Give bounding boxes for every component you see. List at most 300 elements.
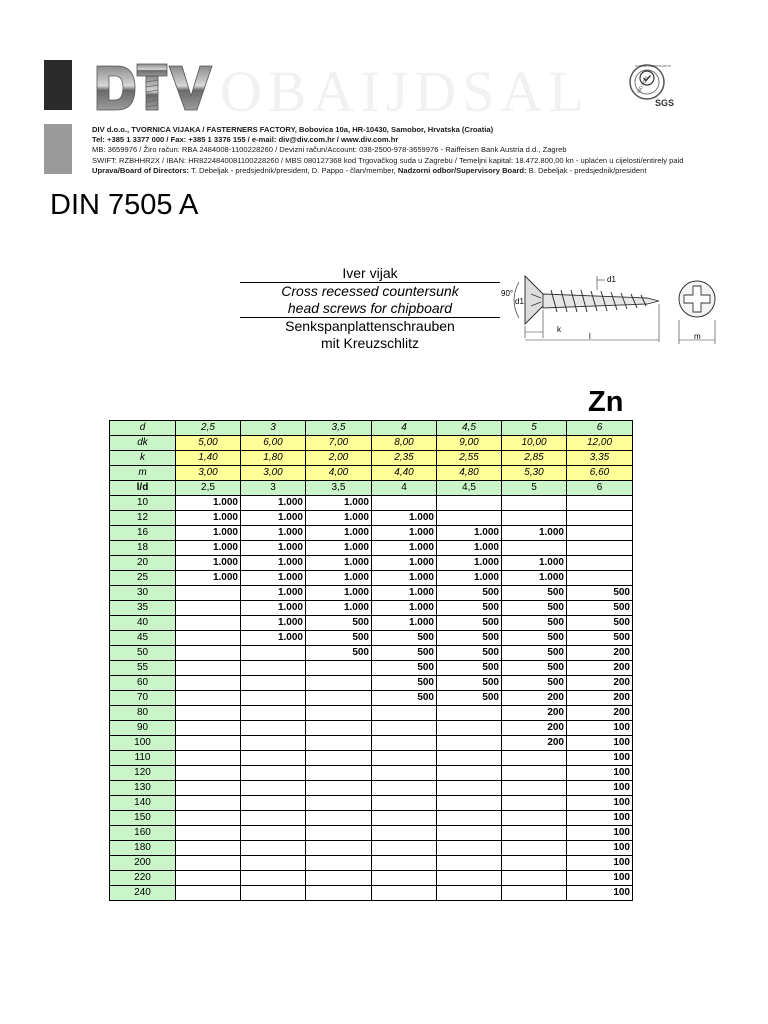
length-cell: 16 (110, 526, 176, 541)
quantity-cell (372, 706, 437, 721)
param-row-d (110, 421, 633, 436)
quantity-cell: 200 (502, 721, 567, 736)
table-body (110, 421, 633, 901)
head-height-label: k (557, 325, 561, 334)
quantity-cell: 200 (567, 646, 633, 661)
quantity-cell (176, 811, 241, 826)
quantity-cell (502, 886, 567, 901)
table-row (110, 751, 633, 766)
quantity-cell (437, 706, 502, 721)
description-hr: Iver vijak (342, 265, 398, 281)
table-row (110, 871, 633, 886)
document-title: DIN 7505 A (50, 189, 199, 221)
param-value: 6,00 (241, 436, 306, 451)
quantity-cell (502, 781, 567, 796)
header-label: l/d (110, 481, 176, 496)
quantity-cell: 100 (567, 841, 633, 856)
quantity-cell: 1.000 (372, 571, 437, 586)
quantity-cell (241, 721, 306, 736)
param-value: 12,00 (567, 436, 633, 451)
quantity-cell: 500 (567, 631, 633, 646)
company-contact: Tel: +385 1 3377 000 / Fax: +385 1 3376 155 / e-mail: div@div.com.hr / www.div.com.hr (92, 135, 399, 145)
quantity-cell: 1.000 (502, 556, 567, 571)
angle-label: 90° (501, 289, 514, 298)
quantity-cell: 500 (372, 676, 437, 691)
quantity-cell (502, 796, 567, 811)
param-row-dk (110, 436, 633, 451)
quantity-cell (372, 781, 437, 796)
quantity-cell: 500 (437, 646, 502, 661)
quantity-cell (241, 736, 306, 751)
quantity-cell: 1.000 (241, 631, 306, 646)
quantity-cell: 1.000 (176, 541, 241, 556)
quantity-cell (306, 736, 372, 751)
quantity-cell (241, 706, 306, 721)
quantity-cell: 100 (567, 751, 633, 766)
param-value: 5 (502, 421, 567, 436)
quantity-cell: 1.000 (437, 556, 502, 571)
param-label: dk (110, 436, 176, 451)
table-row (110, 646, 633, 661)
table-row (110, 676, 633, 691)
quantity-cell (502, 496, 567, 511)
quantity-cell: 1.000 (306, 496, 372, 511)
param-value: 4 (372, 421, 437, 436)
quantity-cell (241, 781, 306, 796)
letterhead-watermark: OBAIJDSAL (220, 59, 590, 124)
quantity-cell (176, 736, 241, 751)
quantity-cell: 1.000 (241, 586, 306, 601)
quantity-cell (306, 811, 372, 826)
length-cell: 140 (110, 796, 176, 811)
table-row (110, 616, 633, 631)
recess-size-label: m (694, 332, 701, 341)
quantity-cell: 1.000 (372, 616, 437, 631)
quantity-cell: 500 (502, 646, 567, 661)
quantity-cell: 1.000 (176, 511, 241, 526)
quantity-cell: 500 (437, 691, 502, 706)
quantity-cell (176, 646, 241, 661)
quantity-cell (306, 826, 372, 841)
quantity-cell (567, 526, 633, 541)
quantity-cell (372, 751, 437, 766)
letterhead-bar-grey (44, 124, 72, 174)
quantity-cell (241, 856, 306, 871)
quantity-cell (437, 751, 502, 766)
quantity-cell: 1.000 (372, 556, 437, 571)
quantity-cell: 200 (502, 736, 567, 751)
quantity-cell: 1.000 (306, 526, 372, 541)
quantity-cell (567, 556, 633, 571)
table-row (110, 841, 633, 856)
param-value: 1,40 (176, 451, 241, 466)
head-diameter-label: d1 (515, 297, 524, 306)
length-cell: 30 (110, 586, 176, 601)
quantity-cell (176, 826, 241, 841)
quantity-cell (567, 571, 633, 586)
quantity-cell: 500 (372, 631, 437, 646)
param-value: 1,80 (241, 451, 306, 466)
quantity-cell: 1.000 (176, 556, 241, 571)
param-value: 4,00 (306, 466, 372, 481)
quantity-cell: 1.000 (437, 526, 502, 541)
quantity-cell: 200 (502, 706, 567, 721)
length-cell: 50 (110, 646, 176, 661)
length-cell: 110 (110, 751, 176, 766)
company-details (92, 125, 684, 176)
param-value: 3,00 (176, 466, 241, 481)
length-cell: 10 (110, 496, 176, 511)
quantity-cell (502, 841, 567, 856)
length-diameter-header (110, 481, 633, 496)
quantity-cell: 500 (502, 676, 567, 691)
thread-diameter-label: d1 (607, 275, 616, 284)
quantity-cell (567, 541, 633, 556)
quantity-cell (567, 511, 633, 526)
header-diameter: 6 (567, 481, 633, 496)
quantity-cell: 500 (502, 616, 567, 631)
table-row (110, 691, 633, 706)
length-label: l (589, 332, 591, 341)
quantity-cell (372, 796, 437, 811)
quantity-cell: 500 (567, 586, 633, 601)
quantity-cell (176, 706, 241, 721)
quantity-cell (372, 736, 437, 751)
table-row (110, 586, 633, 601)
table-row (110, 706, 633, 721)
param-value: 6 (567, 421, 633, 436)
quantity-cell: 200 (502, 691, 567, 706)
quantity-cell: 100 (567, 796, 633, 811)
quantity-cell (372, 766, 437, 781)
quantity-cell (372, 856, 437, 871)
quantity-cell (306, 706, 372, 721)
param-row-m (110, 466, 633, 481)
quantity-cell: 500 (437, 631, 502, 646)
header-diameter: 3,5 (306, 481, 372, 496)
param-value: 2,5 (176, 421, 241, 436)
quantity-cell: 1.000 (241, 526, 306, 541)
quantity-cell: 1.000 (306, 571, 372, 586)
length-cell: 60 (110, 676, 176, 691)
quantity-cell: 200 (567, 661, 633, 676)
quantity-cell (502, 541, 567, 556)
quantity-cell: 500 (502, 631, 567, 646)
table-row (110, 721, 633, 736)
quantity-cell: 200 (567, 691, 633, 706)
length-cell: 25 (110, 571, 176, 586)
table-row (110, 526, 633, 541)
length-cell: 150 (110, 811, 176, 826)
header-diameter: 4 (372, 481, 437, 496)
table-row (110, 601, 633, 616)
surface-finish: Zn (588, 386, 624, 418)
length-cell: 18 (110, 541, 176, 556)
description-en-2: head screws for chipboard (287, 300, 453, 316)
quantity-cell: 500 (437, 661, 502, 676)
quantity-cell (437, 721, 502, 736)
quantity-cell (567, 496, 633, 511)
quantity-cell (372, 811, 437, 826)
quantity-cell (437, 766, 502, 781)
table-row (110, 766, 633, 781)
quantity-cell (306, 796, 372, 811)
quantity-cell (176, 721, 241, 736)
sgs-label: SGS (655, 98, 675, 108)
length-cell: 200 (110, 856, 176, 871)
quantity-cell (372, 871, 437, 886)
header-diameter: 4,5 (437, 481, 502, 496)
param-value: 3,35 (567, 451, 633, 466)
quantity-cell (176, 586, 241, 601)
table-row (110, 811, 633, 826)
quantity-cell: 1.000 (176, 496, 241, 511)
quantity-cell: 1.000 (372, 511, 437, 526)
quantity-cell: 1.000 (372, 541, 437, 556)
table-row (110, 736, 633, 751)
quantity-cell (372, 721, 437, 736)
quantity-cell (241, 766, 306, 781)
quantity-cell: 1.000 (437, 541, 502, 556)
quantity-cell: 500 (372, 646, 437, 661)
quantity-cell (241, 661, 306, 676)
quantity-cell (176, 841, 241, 856)
table-row (110, 571, 633, 586)
param-label: d (110, 421, 176, 436)
quantity-cell (306, 841, 372, 856)
quantity-cell: 500 (306, 646, 372, 661)
quantity-cell: 500 (306, 631, 372, 646)
product-description (240, 265, 500, 352)
quantity-cell: 1.000 (241, 571, 306, 586)
quantity-cell: 1.000 (241, 556, 306, 571)
table-row (110, 886, 633, 901)
quantity-cell (241, 751, 306, 766)
quantity-cell: 500 (306, 616, 372, 631)
quantity-cell (437, 736, 502, 751)
quantity-cell (306, 886, 372, 901)
quantity-cell (306, 676, 372, 691)
quantity-cell (176, 871, 241, 886)
param-value: 7,00 (306, 436, 372, 451)
quantity-cell: 500 (437, 601, 502, 616)
quantity-cell: 1.000 (372, 601, 437, 616)
supervisory-label: Nadzorni odbor/Supervisory Board: (397, 165, 527, 175)
board-label: Uprava/Board of Directors: (92, 165, 190, 175)
quantity-cell (176, 751, 241, 766)
length-cell: 12 (110, 511, 176, 526)
param-value: 8,00 (372, 436, 437, 451)
quantity-cell: 1.000 (176, 526, 241, 541)
screw-drawing (497, 268, 727, 346)
table-row (110, 556, 633, 571)
table-row (110, 856, 633, 871)
table-row (110, 631, 633, 646)
quantity-cell: 1.000 (241, 496, 306, 511)
quantity-cell (176, 886, 241, 901)
quantity-cell (437, 496, 502, 511)
table-row (110, 826, 633, 841)
quantity-cell: 1.000 (306, 511, 372, 526)
length-cell: 70 (110, 691, 176, 706)
quantity-cell (306, 781, 372, 796)
iso-label: ISO 9001 (635, 75, 650, 95)
quantity-cell: 1.000 (437, 571, 502, 586)
length-cell: 120 (110, 766, 176, 781)
quantity-cell: 500 (372, 661, 437, 676)
quantity-cell (502, 856, 567, 871)
param-value: 4,5 (437, 421, 502, 436)
quantity-cell: 500 (502, 601, 567, 616)
quantity-cell (241, 871, 306, 886)
logo-text: DTV (95, 58, 97, 59)
quantity-cell: 1.000 (306, 556, 372, 571)
quantity-cell: 1.000 (306, 586, 372, 601)
quantity-cell (372, 826, 437, 841)
quantity-cell: 1.000 (241, 601, 306, 616)
quantity-cell (176, 601, 241, 616)
length-cell: 160 (110, 826, 176, 841)
param-row-k (110, 451, 633, 466)
description-en-1: Cross recessed countersunk (281, 283, 459, 299)
quantity-cell: 1.000 (372, 586, 437, 601)
table-row (110, 496, 633, 511)
supervisory-text: B. Debeljak - predsjednik/president (526, 165, 647, 175)
dimension-quantity-table (109, 420, 633, 901)
table-row (110, 541, 633, 556)
quantity-cell: 100 (567, 856, 633, 871)
quantity-cell (437, 856, 502, 871)
company-logo (95, 58, 213, 118)
length-cell: 100 (110, 736, 176, 751)
quantity-cell: 100 (567, 871, 633, 886)
quantity-cell (241, 826, 306, 841)
length-cell: 40 (110, 616, 176, 631)
quantity-cell (372, 841, 437, 856)
quantity-cell: 100 (567, 721, 633, 736)
quantity-cell (241, 841, 306, 856)
quantity-cell: 1.000 (502, 571, 567, 586)
quantity-cell (437, 811, 502, 826)
param-value: 2,85 (502, 451, 567, 466)
letterhead-bar-dark (44, 60, 72, 110)
quantity-cell: 1.000 (241, 616, 306, 631)
param-value: 2,35 (372, 451, 437, 466)
quantity-cell: 1.000 (241, 541, 306, 556)
quantity-cell (502, 826, 567, 841)
quantity-cell: 1.000 (176, 571, 241, 586)
param-value: 2,00 (306, 451, 372, 466)
quantity-cell (241, 796, 306, 811)
table-row (110, 511, 633, 526)
quantity-cell (306, 856, 372, 871)
param-value: 5,30 (502, 466, 567, 481)
quantity-cell: 500 (502, 586, 567, 601)
length-cell: 90 (110, 721, 176, 736)
company-registry: SWIFT: RZBHHR2X / IBAN: HR8224840081100228260 / MBS 080127368 kod Trgovačkog suda u Zagrebu / Temeljni kapital: 18.472.800,00 kn - uplaćen u cijelosti/entirely paid (92, 155, 684, 165)
quantity-cell (176, 781, 241, 796)
length-cell: 80 (110, 706, 176, 721)
param-value: 6,60 (567, 466, 633, 481)
company-address: DIV d.o.o., TVORNICA VIJAKA / FASTERNERS FACTORY, Bobovica 10a, HR-10430, Samobor, Hrvatska (Croatia) (92, 125, 494, 134)
quantity-cell (176, 676, 241, 691)
quantity-cell: 100 (567, 766, 633, 781)
description-de-2: mit Kreuzschlitz (320, 335, 420, 351)
quantity-cell (437, 886, 502, 901)
quantity-cell: 100 (567, 736, 633, 751)
quantity-cell (306, 766, 372, 781)
quantity-cell: 1.000 (372, 526, 437, 541)
param-value: 10,00 (502, 436, 567, 451)
quantity-cell: 1.000 (306, 541, 372, 556)
length-cell: 220 (110, 871, 176, 886)
param-value: 9,00 (437, 436, 502, 451)
quantity-cell (502, 511, 567, 526)
length-cell: 20 (110, 556, 176, 571)
quantity-cell (502, 766, 567, 781)
param-value: 3 (241, 421, 306, 436)
quantity-cell (306, 751, 372, 766)
quantity-cell (241, 676, 306, 691)
quantity-cell (306, 661, 372, 676)
quantity-cell: 500 (372, 691, 437, 706)
quantity-cell (437, 781, 502, 796)
param-value: 5,00 (176, 436, 241, 451)
quantity-cell (306, 691, 372, 706)
quantity-cell (437, 871, 502, 886)
param-value: 4,40 (372, 466, 437, 481)
param-value: 3,00 (241, 466, 306, 481)
length-cell: 180 (110, 841, 176, 856)
quantity-cell (502, 871, 567, 886)
quantity-cell (437, 841, 502, 856)
quantity-cell: 100 (567, 811, 633, 826)
quantity-cell (241, 646, 306, 661)
quantity-cell (176, 616, 241, 631)
param-value: 3,5 (306, 421, 372, 436)
quantity-cell: 500 (567, 616, 633, 631)
quantity-cell (176, 631, 241, 646)
quantity-cell: 500 (502, 661, 567, 676)
quantity-cell: 1.000 (241, 511, 306, 526)
quantity-cell: 100 (567, 886, 633, 901)
quantity-cell: 1.000 (306, 601, 372, 616)
param-label: k (110, 451, 176, 466)
table-row (110, 796, 633, 811)
quantity-cell: 200 (567, 676, 633, 691)
company-board (92, 166, 684, 176)
board-text: T. Debeljak - predsjednik/president, D. Pappo - član/member, (189, 165, 398, 175)
header-diameter: 5 (502, 481, 567, 496)
quantity-cell (241, 886, 306, 901)
quantity-cell (437, 826, 502, 841)
quantity-cell (437, 796, 502, 811)
description-de-1: Senkspanplattenschrauben (285, 318, 455, 334)
quantity-cell: 100 (567, 826, 633, 841)
quantity-cell (502, 811, 567, 826)
quantity-cell: 500 (437, 676, 502, 691)
param-label: m (110, 466, 176, 481)
header-diameter: 3 (241, 481, 306, 496)
length-cell: 45 (110, 631, 176, 646)
quantity-cell (176, 856, 241, 871)
length-cell: 35 (110, 601, 176, 616)
table-row (110, 781, 633, 796)
quantity-cell (372, 886, 437, 901)
quantity-cell: 500 (437, 616, 502, 631)
quantity-cell (176, 661, 241, 676)
quantity-cell: 500 (567, 601, 633, 616)
